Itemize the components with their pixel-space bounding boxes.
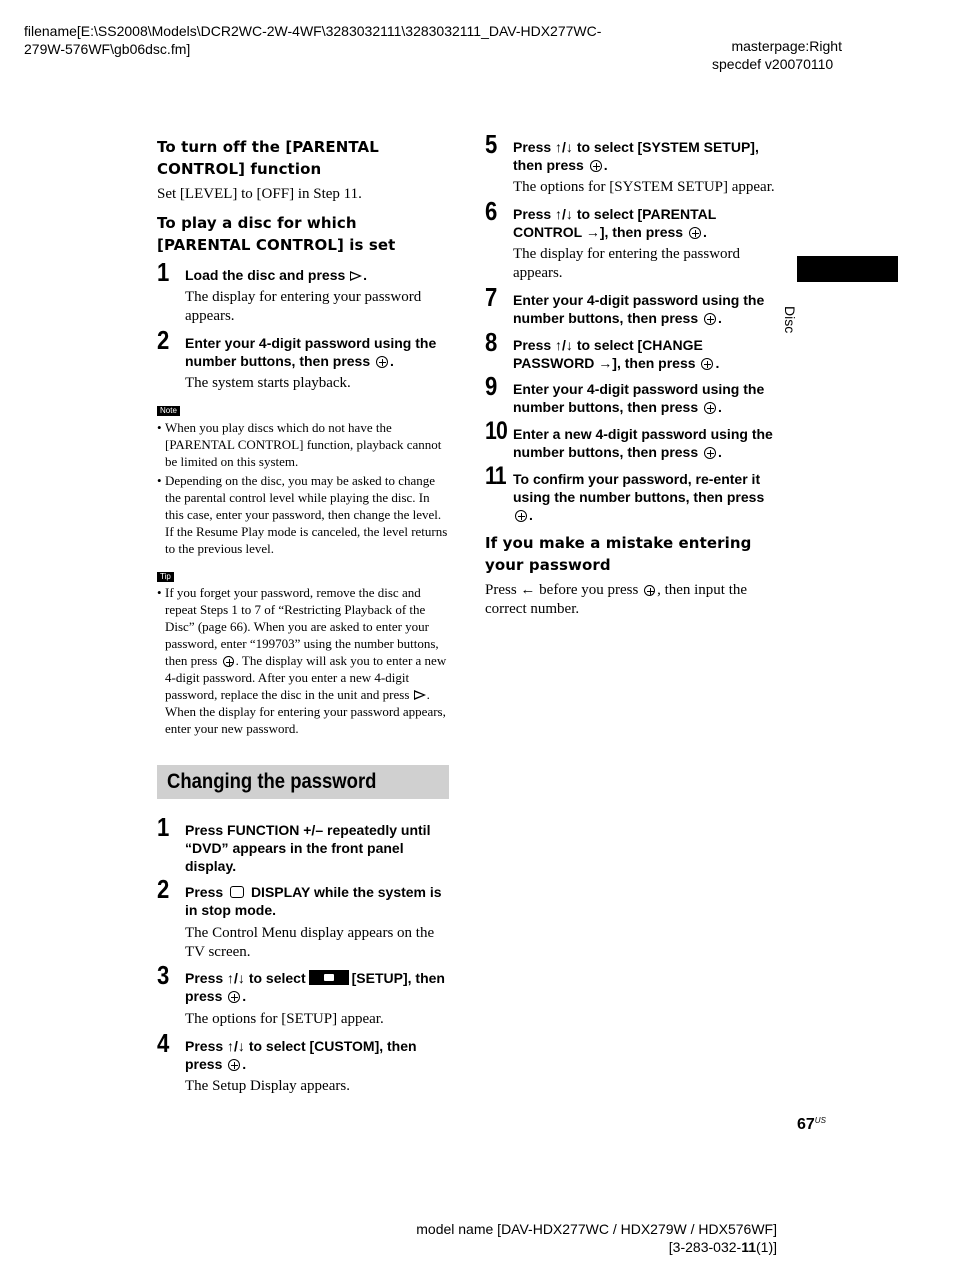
step-number: 2 <box>157 874 170 904</box>
play-heading: To play a disc for which [PARENTAL CONTROL] is set <box>157 214 396 254</box>
enter-button-icon <box>704 313 716 325</box>
model-name: model name [DAV-HDX277WC / HDX279W / HDX576WF] <box>416 1221 777 1237</box>
toolbox-icon <box>309 970 349 985</box>
step-instruction: Press ↑/↓ to select [SYSTEM SETUP], then press . <box>513 139 759 173</box>
step-number: 6 <box>485 196 498 226</box>
step-description: The Control Menu display appears on the TV screen. <box>185 925 435 960</box>
step-number: 11 <box>485 462 506 490</box>
step-instruction: Press ↑/↓ to select [CUSTOM], then press . <box>185 1038 417 1072</box>
step-number: 10 <box>485 417 507 445</box>
enter-button-icon <box>590 160 602 172</box>
enter-button-icon <box>689 227 701 239</box>
tip-list <box>157 584 449 737</box>
enter-button-icon <box>228 991 240 1003</box>
section-header <box>157 765 449 799</box>
enter-button-icon <box>515 510 527 522</box>
step-instruction: Press ↑/↓ to select [CHANGE PASSWORD →], then press . <box>513 337 720 371</box>
tip-badge: Tip <box>157 572 174 582</box>
step-instruction: Enter your 4-digit password using the number buttons, then press . <box>185 335 437 369</box>
step-description: The display for entering the password appears. <box>513 246 741 281</box>
step-number: 3 <box>157 960 170 990</box>
step-description: The Setup Display appears. <box>185 1078 350 1094</box>
filename-header: filename[E:\SS2008\Models\DCR2WC-2W-4WF\3283032111\3283032111_DAV-HDX277WC-279W-576WF\gb06dsc.fm] <box>24 23 602 57</box>
step-number: 7 <box>485 282 498 312</box>
mistake-text: Press ← before you press , then input the correct number. <box>485 582 748 617</box>
turnoff-text: Set [LEVEL] to [OFF] in Step 11. <box>157 186 362 202</box>
step-instruction: Enter your 4-digit password using the number buttons, then press . <box>513 292 765 326</box>
mistake-heading: If you make a mistake entering your password <box>485 534 752 574</box>
note-item: • When you play discs which do not have the [PARENTAL CONTROL] function, playback cannot be limited on this system. <box>157 419 449 470</box>
step-number: 2 <box>157 325 170 355</box>
step-description: The options for [SETUP] appear. <box>185 1011 384 1027</box>
page-number: $67^{US}$ <box>797 1116 826 1133</box>
step-instruction: Load the disc and press . <box>185 267 368 283</box>
enter-button-icon <box>644 585 655 596</box>
step-instruction: Press ↑/↓ to select [SETUP], then press . <box>185 970 445 1004</box>
step-instruction: To confirm your password, re-enter it using the number buttons, then press . <box>513 471 765 523</box>
step-instruction: Press ↑/↓ to select [PARENTAL CONTROL →], then press . <box>513 206 717 240</box>
tip-item: • If you forget your password, remove the disc and repeat Steps 1 to 7 of “Restricting Playback of the Disc” (page 66). When you are asked to enter your password, enter “199703” using the number buttons, then press . The display will ask you to enter a new 4-digit password. After you enter a new 4-digit password, replace the disc in the unit and press . When the display for entering your password appears, enter your new password. <box>157 584 449 737</box>
section-tab-marker <box>797 256 898 282</box>
step-number: 1 <box>157 257 170 287</box>
enter-button-icon <box>704 447 716 459</box>
note-item: • Depending on the disc, you may be asked to change the parental control level while playing the disc. In this case, enter your password, then change the level. If the Resume Play mode is canceled, the level returns to the previous level. <box>157 472 449 557</box>
play-icon <box>414 690 426 700</box>
step-instruction: Enter your 4-digit password using the number buttons, then press . <box>513 381 765 415</box>
step-description: The display for entering your password appears. <box>185 289 422 324</box>
step-number: 5 <box>485 129 498 159</box>
masterpage-label: masterpage:Right <box>731 38 842 54</box>
section-tab-label: Disc <box>782 306 798 334</box>
page-suffix: US <box>814 1116 826 1125</box>
section-title: Changing the password <box>167 770 377 793</box>
note-badge: Note <box>157 406 180 416</box>
step-number: 4 <box>157 1028 170 1058</box>
enter-button-icon <box>223 656 234 667</box>
step-description: The options for [SYSTEM SETUP] appear. <box>513 179 775 195</box>
display-button-icon <box>230 886 244 898</box>
step-number: 1 <box>157 812 170 842</box>
step-instruction: Press FUNCTION +/– repeatedly until “DVD” appears in the front panel display. <box>185 822 431 874</box>
turnoff-heading: To turn off the [PARENTAL CONTROL] function <box>157 138 379 178</box>
enter-button-icon <box>704 402 716 414</box>
play-icon <box>350 271 362 281</box>
step-number: 9 <box>485 371 498 401</box>
step-instruction: Press DISPLAY while the system is in stop mode. <box>185 884 442 918</box>
step-number: 8 <box>485 327 498 357</box>
enter-button-icon <box>228 1059 240 1071</box>
specdef-label: specdef v20070110 <box>712 56 834 72</box>
footer-block <box>380 1220 777 1256</box>
step-instruction: Enter a new 4-digit password using the number buttons, then press . <box>513 426 773 460</box>
document-code: [3-283-032-11(1)] <box>668 1239 777 1255</box>
step-description: The system starts playback. <box>185 375 351 391</box>
enter-button-icon <box>376 356 388 368</box>
header-meta <box>712 37 842 73</box>
note-list <box>157 419 449 557</box>
enter-button-icon <box>701 358 713 370</box>
